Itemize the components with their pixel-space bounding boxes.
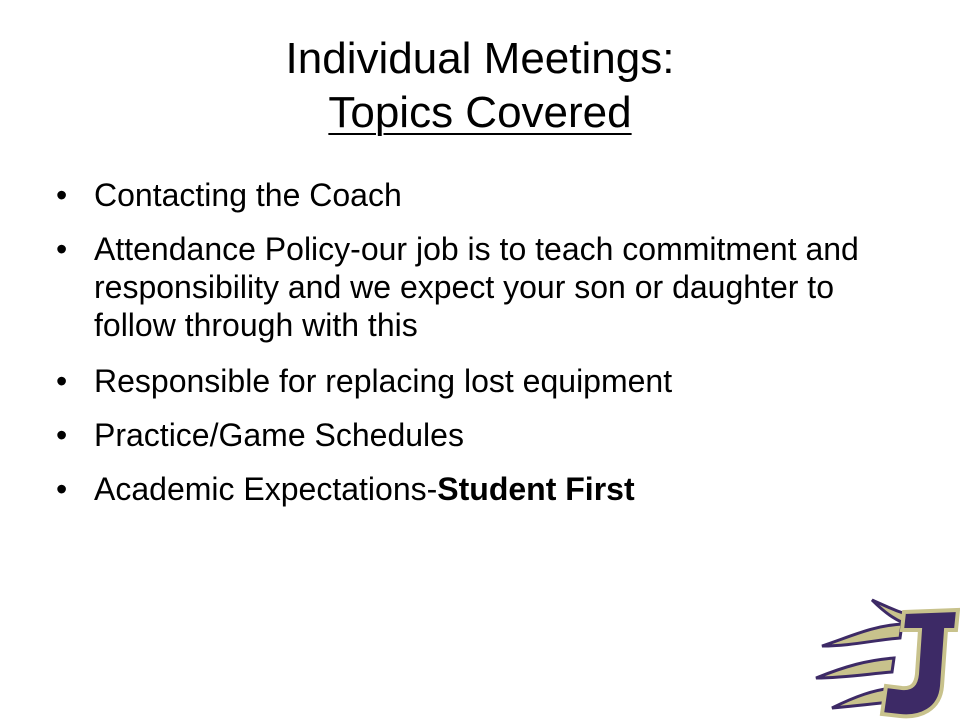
flaming-j-logo-icon [812,586,960,720]
title-line-2: Topics Covered [328,88,632,137]
bullet-item [56,362,896,400]
bullet-text: Academic Expectations- [94,471,438,507]
bullet-item [56,230,896,344]
bullet-text: Responsible for replacing lost equipment [94,363,673,399]
bullet-text: Attendance Policy-our job is to teach commitment and responsibility and we expect your son or daughter to follow through with this [94,231,859,343]
bullet-item [56,416,896,454]
bullet-icon: • [56,177,68,213]
bullet-list [56,176,896,524]
bullet-text: Contacting the Coach [94,177,402,213]
bullet-text-bold: Student First [437,471,635,507]
bullet-icon: • [56,417,68,453]
bullet-icon: • [56,363,68,399]
bullet-item [56,176,896,214]
title-line-1: Individual Meetings: [285,34,675,83]
bullet-icon: • [56,471,68,507]
slide-title [0,32,960,140]
bullet-icon: • [56,231,68,267]
bullet-item [56,470,896,508]
bullet-text: Practice/Game Schedules [94,417,464,453]
